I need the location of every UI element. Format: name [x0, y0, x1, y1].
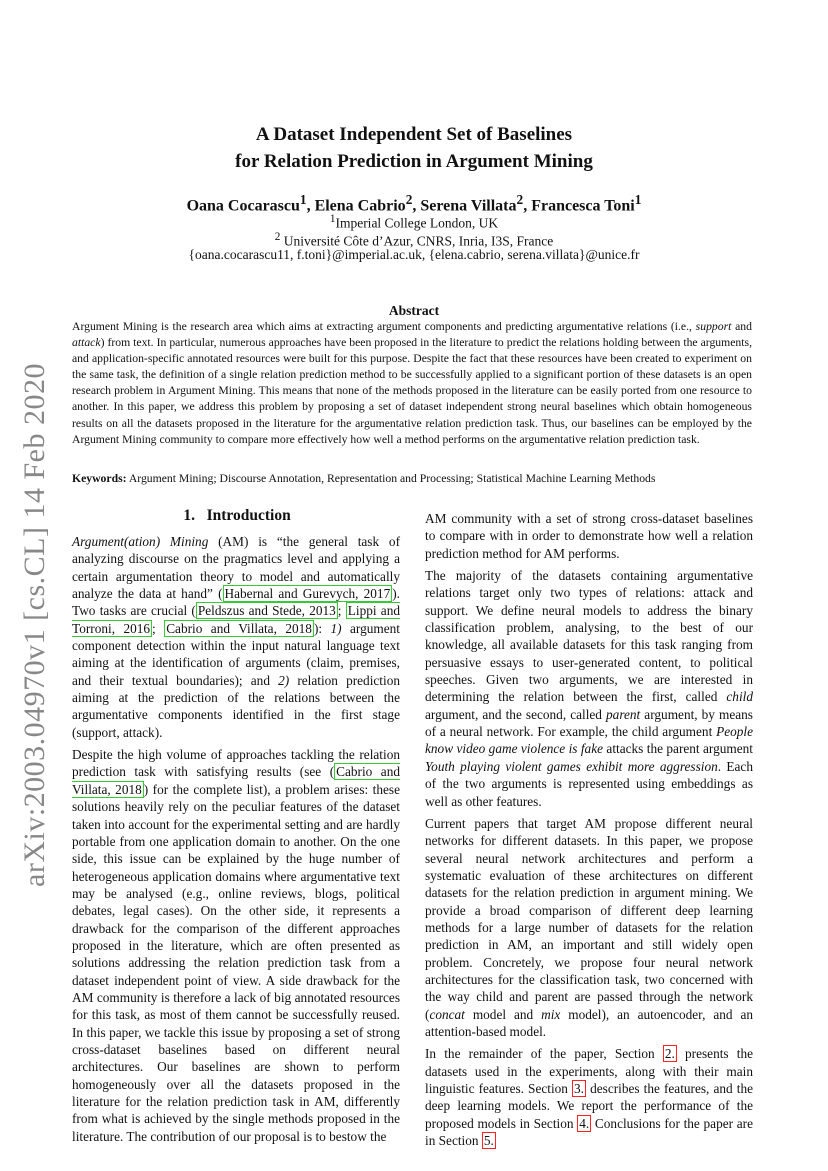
- paragraph: AM community with a set of strong cross-dataset baselines to compare with in order to demonstrate how well a relation prediction method for AM performs.: [425, 511, 753, 561]
- arxiv-stamp: [20, 365, 50, 885]
- section-heading-introduction: 1. Introduction: [183, 507, 291, 524]
- author-name: Francesca Toni: [531, 197, 635, 215]
- citation-link[interactable]: Cabrio and Villata, 2018: [72, 764, 400, 797]
- right-column: [425, 510, 753, 1154]
- abstract-heading: Abstract: [388, 303, 440, 318]
- author-list: Oana Cocarascu$^1$, Elena Cabrio$^2$, Serena Villata$^2$, Francesca Toni$^1$: [186, 192, 642, 215]
- section-ref-link[interactable]: 5.: [483, 1133, 494, 1149]
- section-ref-link[interactable]: 4.: [579, 1115, 590, 1131]
- author-name: Elena Cabrio: [314, 197, 406, 215]
- paragraph: Current papers that target AM propose different neural networks for different datasets. In this paper, we propose several neural network architectures and perform a systematic evaluation of these architectures on different datasets for the relation prediction in argument mining. We provide a broad comparison of different deep learning methods for a large number of datasets for the relation prediction in AM, an important and still widely open problem. Concretely, we propose four neural network architectures for the classification task, two concerned with the way child and parent are passed through the network (concat model and mix model), an autoencoder, and an attention-based model.: [425, 815, 753, 1039]
- paper-title: A Dataset Independent Set of Baselines for Relation Prediction in Argument Mining: [235, 124, 593, 172]
- citation-link[interactable]: Cabrio and Villata, 2018: [166, 620, 312, 636]
- paragraph: The majority of the datasets containing argumentative relations target only two types of relations: attack and support. We define neural models to address the binary classification problem, analysing, to the best of our knowledge, all available datasets for this task ranging from persuasive essays to user-generated content, to political speeches. Given two arguments, we are interested in determining the relation between the first, called child argument, and the second, called parent argument, by means of a neural network. For example, the child argument People know video game violence is fake attacks the parent argument Youth playing violent games exhibit more aggression. Each of the two arguments is represented using embeddings as well as other features.: [425, 568, 754, 809]
- paragraph: In the remainder of the paper, Section 2. presents the datasets used in the experiments, along with their main linguistic features. Section 3. describes the features, and the deep learning models. We report the performance of the proposed models in Section 4. Conclusions for the paper are in Section 5.: [425, 1046, 753, 1149]
- paragraph: Despite the high volume of approaches tackling the relation prediction task with satisfying results (see ( Cabrio and Villata, 2018 ) for the complete list), a problem arises: these solutions heavily rely on the peculiar features of the dataset taken into account for the experimental setting and are hardly portable from one application domain to another. On the one side, this issue can be explained by the huge number of heterogeneous application domains where argumentative text may be analysed (e.g., online reviews, blogs, political debates, legal cases). On the other side, it represents a drawback for the comparison of the different approaches proposed in the literature, which are often presented as solutions addressing the relation prediction task from a dataset independent point of view. A side drawback for the AM community is therefore a lack of big annotated resources for this task, as most of them cannot be successfully reused. In this paper, we tackle this issue by proposing a set of strong cross-dataset baselines based on different neural architectures. Our baselines are shown to perform homogeneously over all the datasets proposed in the literature for the relation prediction task in AM, differently from what is achieved by the single methods proposed in the literature. The contribution of our proposal is to bestow the: [72, 747, 400, 1144]
- affiliation-1: $^1$Imperial College London, UK: [329, 213, 499, 231]
- left-column: [72, 533, 400, 1150]
- citation-link[interactable]: Peldszus and Stede, 2013: [197, 603, 336, 619]
- citation-link[interactable]: Habernal and Gurevych, 2017: [224, 586, 391, 602]
- keywords: Keywords: Argument Mining; Discourse Annotation, Representation and Processing; Statistical Machine Learning Methods: [72, 472, 656, 485]
- abstract-body: Argument Mining is the research area which aims at extracting argument components and predicting argumentative relations (i.e., support and attack) from text. In particular, numerous approaches have been proposed in the literature to predict the relations holding between the arguments, and application-specific annotated resources were built for this purpose. Despite the fact that these resources have been created to experiment on the same task, the definition of a single relation prediction method to be successfully applied to a significant portion of these datasets is an open research problem in Argument Mining. This means that none of the methods proposed in the literature can be easily ported from one resource to another. In this paper, we address this problem by proposing a set of dataset independent strong neural baselines which obtain homogeneous results on all the datasets proposed in the literature for the argumentative relation prediction task. Thus, our baselines can be employed by the Argument Mining community to compare more effectively how well a method performs on the argumentative relation prediction task.: [72, 320, 752, 446]
- author-emails: {oana.cocarascu11, f.toni}@imperial.ac.uk, {elena.cabrio, serena.villata}@unice.fr: [188, 247, 640, 262]
- arxiv-stamp-text: arXiv:2003.04970v1 [cs.CL] 14 Feb 2020: [18, 363, 51, 887]
- section-ref-link[interactable]: 2.: [664, 1046, 675, 1062]
- affiliation-2: $^2$ Université Côte d’Azur, CNRS, Inria, I3S, France: [274, 231, 554, 249]
- section-ref-link[interactable]: 3.: [574, 1081, 585, 1096]
- paragraph: Argument(ation) Mining (AM) is “the general task of analyzing discourse on the pragmatics level and applying a certain argumentation theory to model and automatically analyze the data at hand” ( Habernal and Gurevych, 2017 ). Two tasks are crucial ( Peldszus and Stede, 2013 ; Lippi and Torroni, 2016 ; Cabrio and Villata, 2018 ): 1) argument component detection within the input natural language text aiming at the identification of arguments (claim, premises, and their textual boundaries); and 2) relation prediction aiming at the prediction of the relations between the argumentative components identified in the first stage (support, attack).: [72, 534, 401, 740]
- author-name: Serena Villata: [420, 197, 517, 215]
- citation-link[interactable]: Lippi and Torroni, 2016: [72, 603, 401, 636]
- author-name: Oana Cocarascu: [186, 197, 300, 215]
